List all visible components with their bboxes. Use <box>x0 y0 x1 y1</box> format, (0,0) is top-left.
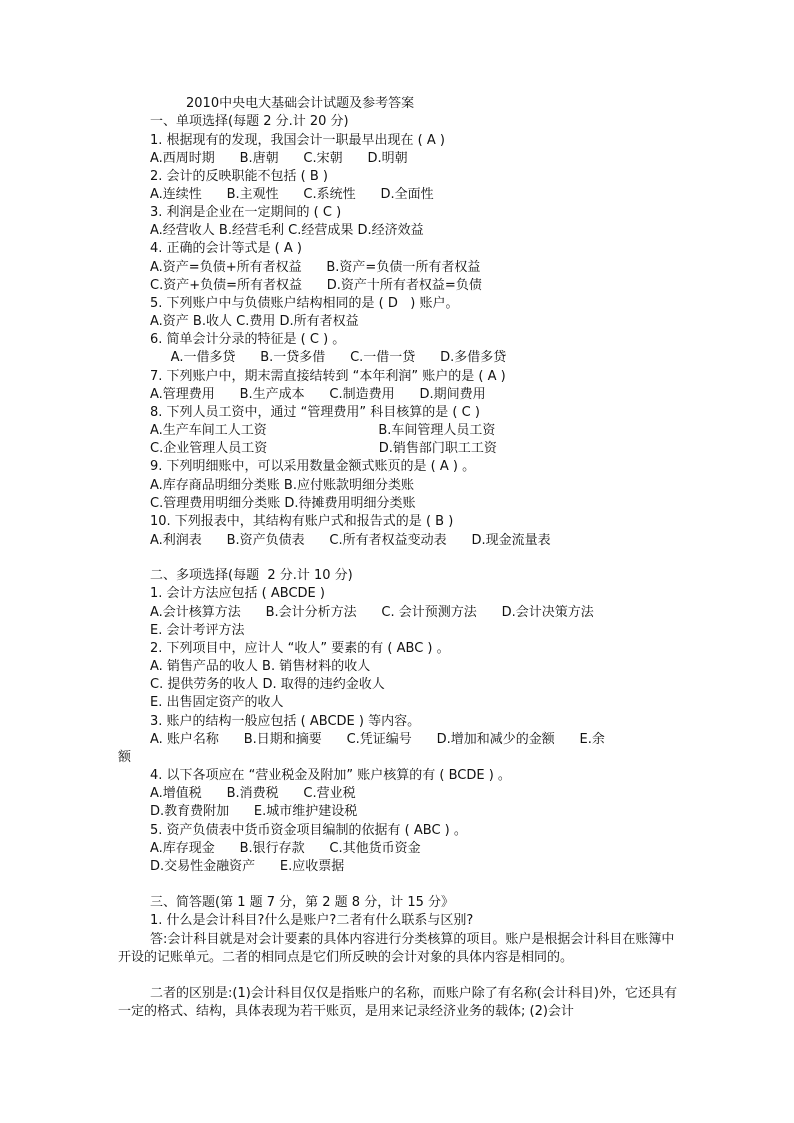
sec1-question-8-options-cd: C.企业管理人员工资 D.销售部门职工工资 <box>150 441 497 456</box>
sec2-question-1-option-e: E. 会计考评方法 <box>150 623 245 638</box>
sec1-question-7: 7. 下列账户中，期末需直接结转到 “本年利润” 账户的是 ( A ) <box>150 369 506 384</box>
sec1-question-9-options-cd: C.管理费用明细分类账 D.待摊费用明细分类账 <box>150 496 416 511</box>
sec1-question-4-options-ab: A.资产=负债+所有者权益 B.资产=负债一所有者权益 <box>150 260 481 275</box>
document-title: 2010中央电大基础会计试题及参考答案 <box>186 96 415 111</box>
sec2-question-4-options-de: D.教育费附加 E.城市维护建设税 <box>150 804 358 819</box>
sec1-question-1-options: A.西周时期 B.唐朝 C.宋朝 D.明朝 <box>150 151 408 166</box>
sec2-question-2-option-e: E. 出售固定资产的收人 <box>150 695 284 710</box>
sec1-question-4: 4. 正确的会计等式是 ( A ) <box>150 241 302 256</box>
sec3-answer-paragraph-1: 答:会计科目就是对会计要素的具体内容进行分类核算的项目。账户是根据会计科目在账簿中开设的记账单元。二者的相同点是它们所反映的会计对象的具体内容是相同的。 <box>118 932 675 965</box>
sec2-question-2-options-ab: A. 销售产品的收人 B. 销售材料的收人 <box>150 659 371 674</box>
sec3-question-1: 1. 什么是会计科目?什么是账户?二者有什么联系与区别? <box>150 913 474 928</box>
sec1-question-1: 1. 根据现有的发现，我国会计一职最早出现在 ( A ) <box>150 133 445 148</box>
section-2-heading: 二、多项选择(每题 2 分.计 10 分) <box>150 568 353 583</box>
sec1-question-3: 3. 利润是企业在一定期间的 ( C ) <box>150 205 342 220</box>
sec1-question-8-options-ab: A.生产车间工人工资 B.车间管理人员工资 <box>150 423 496 438</box>
section-3-heading: 三、简答题(第 1 题 7 分，第 2 题 8 分，计 15 分》 <box>150 895 455 910</box>
sec1-question-5-options: A.资产 B.收人 C.费用 D.所有者权益 <box>150 314 359 329</box>
sec2-question-2: 2. 下列项目中，应计人 “收人” 要素的有 ( ABC ) 。 <box>150 641 450 656</box>
sec2-question-3-options-wrap: 额 <box>118 750 132 765</box>
sec1-question-2-options: A.连续性 B.主观性 C.系统性 D.全面性 <box>150 187 434 202</box>
sec2-question-1: 1. 会计方法应包括 ( ABCDE ) <box>150 586 325 601</box>
sec2-question-5-options-abc: A.库存现金 B.银行存款 C.其他货币资金 <box>150 841 421 856</box>
sec1-question-9: 9. 下列明细账中，可以采用数量金额式账页的是 ( A ) 。 <box>150 459 476 474</box>
sec2-question-4: 4. 以下各项应在 “营业税金及附加” 账户核算的有 ( BCDE ) 。 <box>150 768 511 783</box>
sec3-answer-paragraph-2: 二者的区别是:(1)会计科目仅仅是指账户的名称，而账户除了有名称(会计科目)外，它还具有一定的格式、结构，具体表现为若干账页，是用来记录经济业务的载体; (2)会计 <box>118 986 677 1019</box>
sec2-question-5-options-de: D.交易性金融资产 E.应收票据 <box>150 859 345 874</box>
sec2-question-1-options: A.会计核算方法 B.会计分析方法 C. 会计预测方法 D.会计决策方法 <box>150 605 594 620</box>
sec1-question-4-options-cd: C.资产+负债=所有者权益 D.资产十所有者权益=负债 <box>150 278 482 293</box>
sec2-question-3-options: A. 账户名称 B.日期和摘要 C.凭证编号 D.增加和减少的金额 E.余 <box>150 732 605 747</box>
sec1-question-10: 10. 下列报表中，其结构有账户式和报告式的是 ( B ) <box>150 514 454 529</box>
sec1-question-3-options: A.经营收人 B.经营毛利 C.经营成果 D.经济效益 <box>150 223 424 238</box>
sec1-question-6: 6. 简单会计分录的特征是 ( C ) 。 <box>150 332 346 347</box>
sec2-question-3: 3. 账户的结构一般应包括 ( ABCDE ) 等内容。 <box>150 714 421 729</box>
sec2-question-5: 5. 资产负债表中货币资金项目编制的依据有 ( ABC ) 。 <box>150 823 467 838</box>
sec1-question-8: 8. 下列人员工资中，通过 “管理费用” 科目核算的是 ( C ) <box>150 405 480 420</box>
sec1-question-6-options: A.一借多贷 B.一贷多借 C.一借一贷 D.多借多贷 <box>150 350 507 365</box>
sec1-question-7-options: A.管理费用 B.生产成本 C.制造费用 D.期间费用 <box>150 387 486 402</box>
sec1-question-10-options: A.利润表 B.资产负债表 C.所有者权益变动表 D.现金流量表 <box>150 533 551 548</box>
sec1-question-9-options-ab: A.库存商品明细分类账 B.应付账款明细分类账 <box>150 478 414 493</box>
sec1-question-5: 5. 下列账户中与负债账户结构相同的是 ( D ) 账户。 <box>150 296 459 311</box>
sec2-question-4-options-abc: A.增值税 B.消费税 C.营业税 <box>150 786 356 801</box>
section-1-heading: 一、单项选择(每题 2 分.计 20 分) <box>150 114 349 129</box>
sec1-question-2: 2. 会计的反映职能不包括 ( B ) <box>150 169 328 184</box>
sec2-question-2-options-cd: C. 提供劳务的收人 D. 取得的违约金收人 <box>150 677 385 692</box>
